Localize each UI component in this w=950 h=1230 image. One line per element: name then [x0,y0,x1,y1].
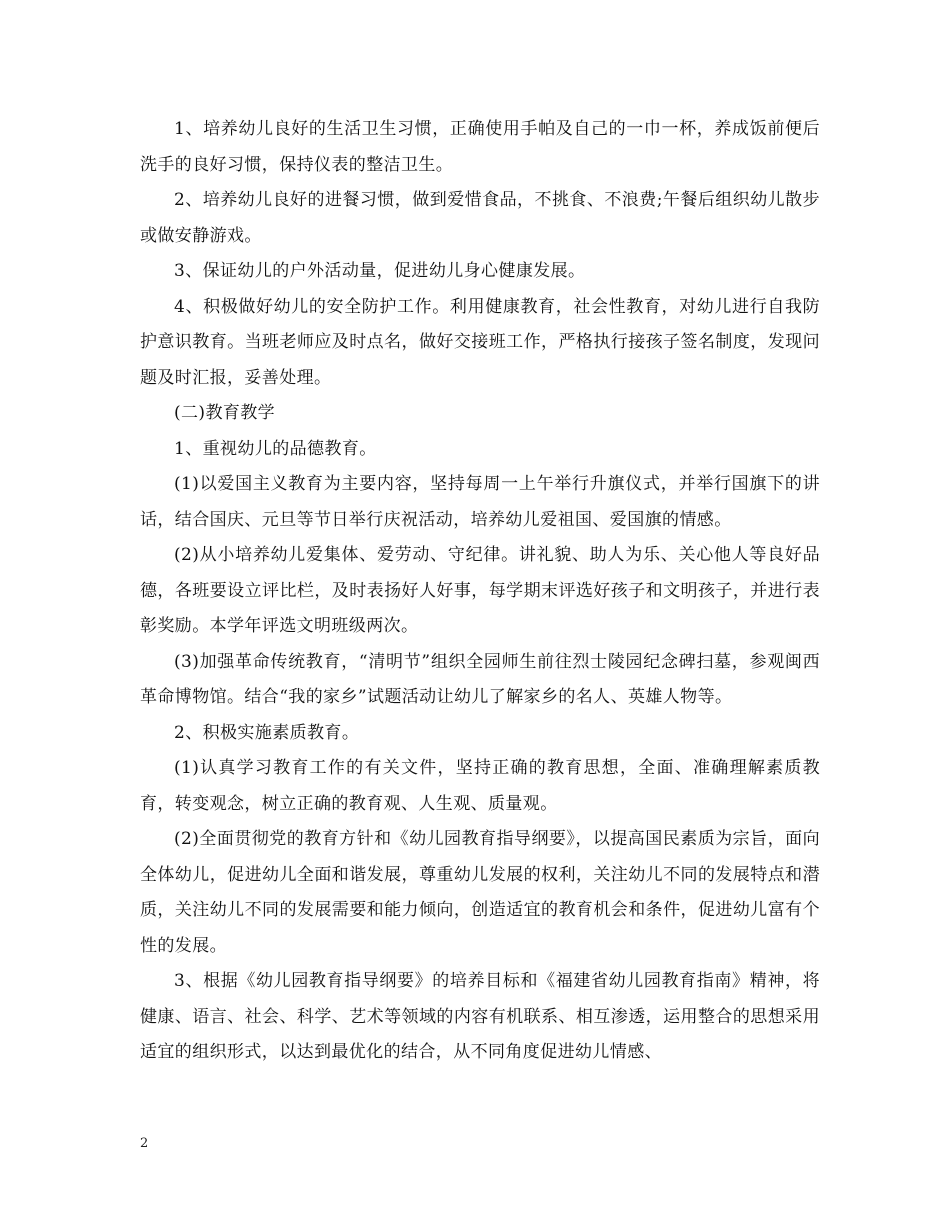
paragraph-curriculum-integration: 3、根据《幼儿园教育指导纲要》的培养目标和《福建省幼儿园教育指南》精神，将健康、语言、社会、科学、艺术等领域的内容有机联系、相互渗透，运用整合的思想采用适宜的组织形式，以达到最优化的结合，从不同角度促进幼儿情感、 [140,971,820,1062]
page-number: 2 [140,1136,149,1151]
paragraph-patriotic-education: (1)以爱国主义教育为主要内容，坚持每周一上午举行升旗仪式，并举行国旗下的讲话，结合国庆、元旦等节日举行庆祝活动，培养幼儿爱祖国、爱国旗的情感。 [140,474,820,530]
document-body [140,112,820,1071]
section-heading-teaching: (二)教育教学 [174,403,276,423]
paragraph-study-documents: (1)认真学习教育工作的有关文件，坚持正确的教育思想，全面、准确理解素质教育，转变观念，树立正确的教育观、人生观、质量观。 [140,758,820,814]
subheading-quality-education: 2、积极实施素质教育。 [174,722,360,743]
paragraph-collective-virtues: (2)从小培养幼儿爱集体、爱劳动、守纪律。讲礼貌、助人为乐、关心他人等良好品德，各班要设立评比栏，及时表扬好人好事，每学期末评选好孩子和文明孩子，并进行表彰奖励。本学年评选文明班级两次。 [140,545,820,636]
subheading-moral-education: 1、重视幼儿的品德教育。 [174,438,377,459]
paragraph-revolutionary-tradition: (3)加强革命传统教育，“清明节”组织全园师生前往烈士陵园纪念碑扫墓，参观闽西革命博物馆。结合“我的家乡”试题活动让幼儿了解家乡的名人、英雄人物等。 [140,651,820,707]
paragraph-education-policy: (2)全面贯彻党的教育方针和《幼儿园教育指导纲要》，以提高国民素质为宗旨，面向全体幼儿，促进幼儿全面和谐发展，尊重幼儿发展的权利，关注幼儿不同的发展特点和潜质，关注幼儿不同的发展需要和能力倾向，创造适宜的教育机会和条件，促进幼儿富有个性的发展。 [140,829,820,956]
paragraph-safety-protection: 4、积极做好幼儿的安全防护工作。利用健康教育，社会性教育，对幼儿进行自我防护意识教育。当班老师应及时点名，做好交接班工作，严格执行接孩子签名制度，发现问题及时汇报，妥善处理。 [140,296,820,388]
paragraph-outdoor-activity: 3、保证幼儿的户外活动量，促进幼儿身心健康发展。 [174,261,586,281]
paragraph-hygiene-habits: 1、培养幼儿良好的生活卫生习惯，正确使用手帕及自己的一巾一杯，养成饭前便后洗手的良好习惯，保持仪表的整洁卫生。 [140,119,820,175]
paragraph-dining-habits: 2、培养幼儿良好的进餐习惯，做到爱惜食品，不挑食、不浪费;午餐后组织幼儿散步或做安静游戏。 [140,190,820,246]
